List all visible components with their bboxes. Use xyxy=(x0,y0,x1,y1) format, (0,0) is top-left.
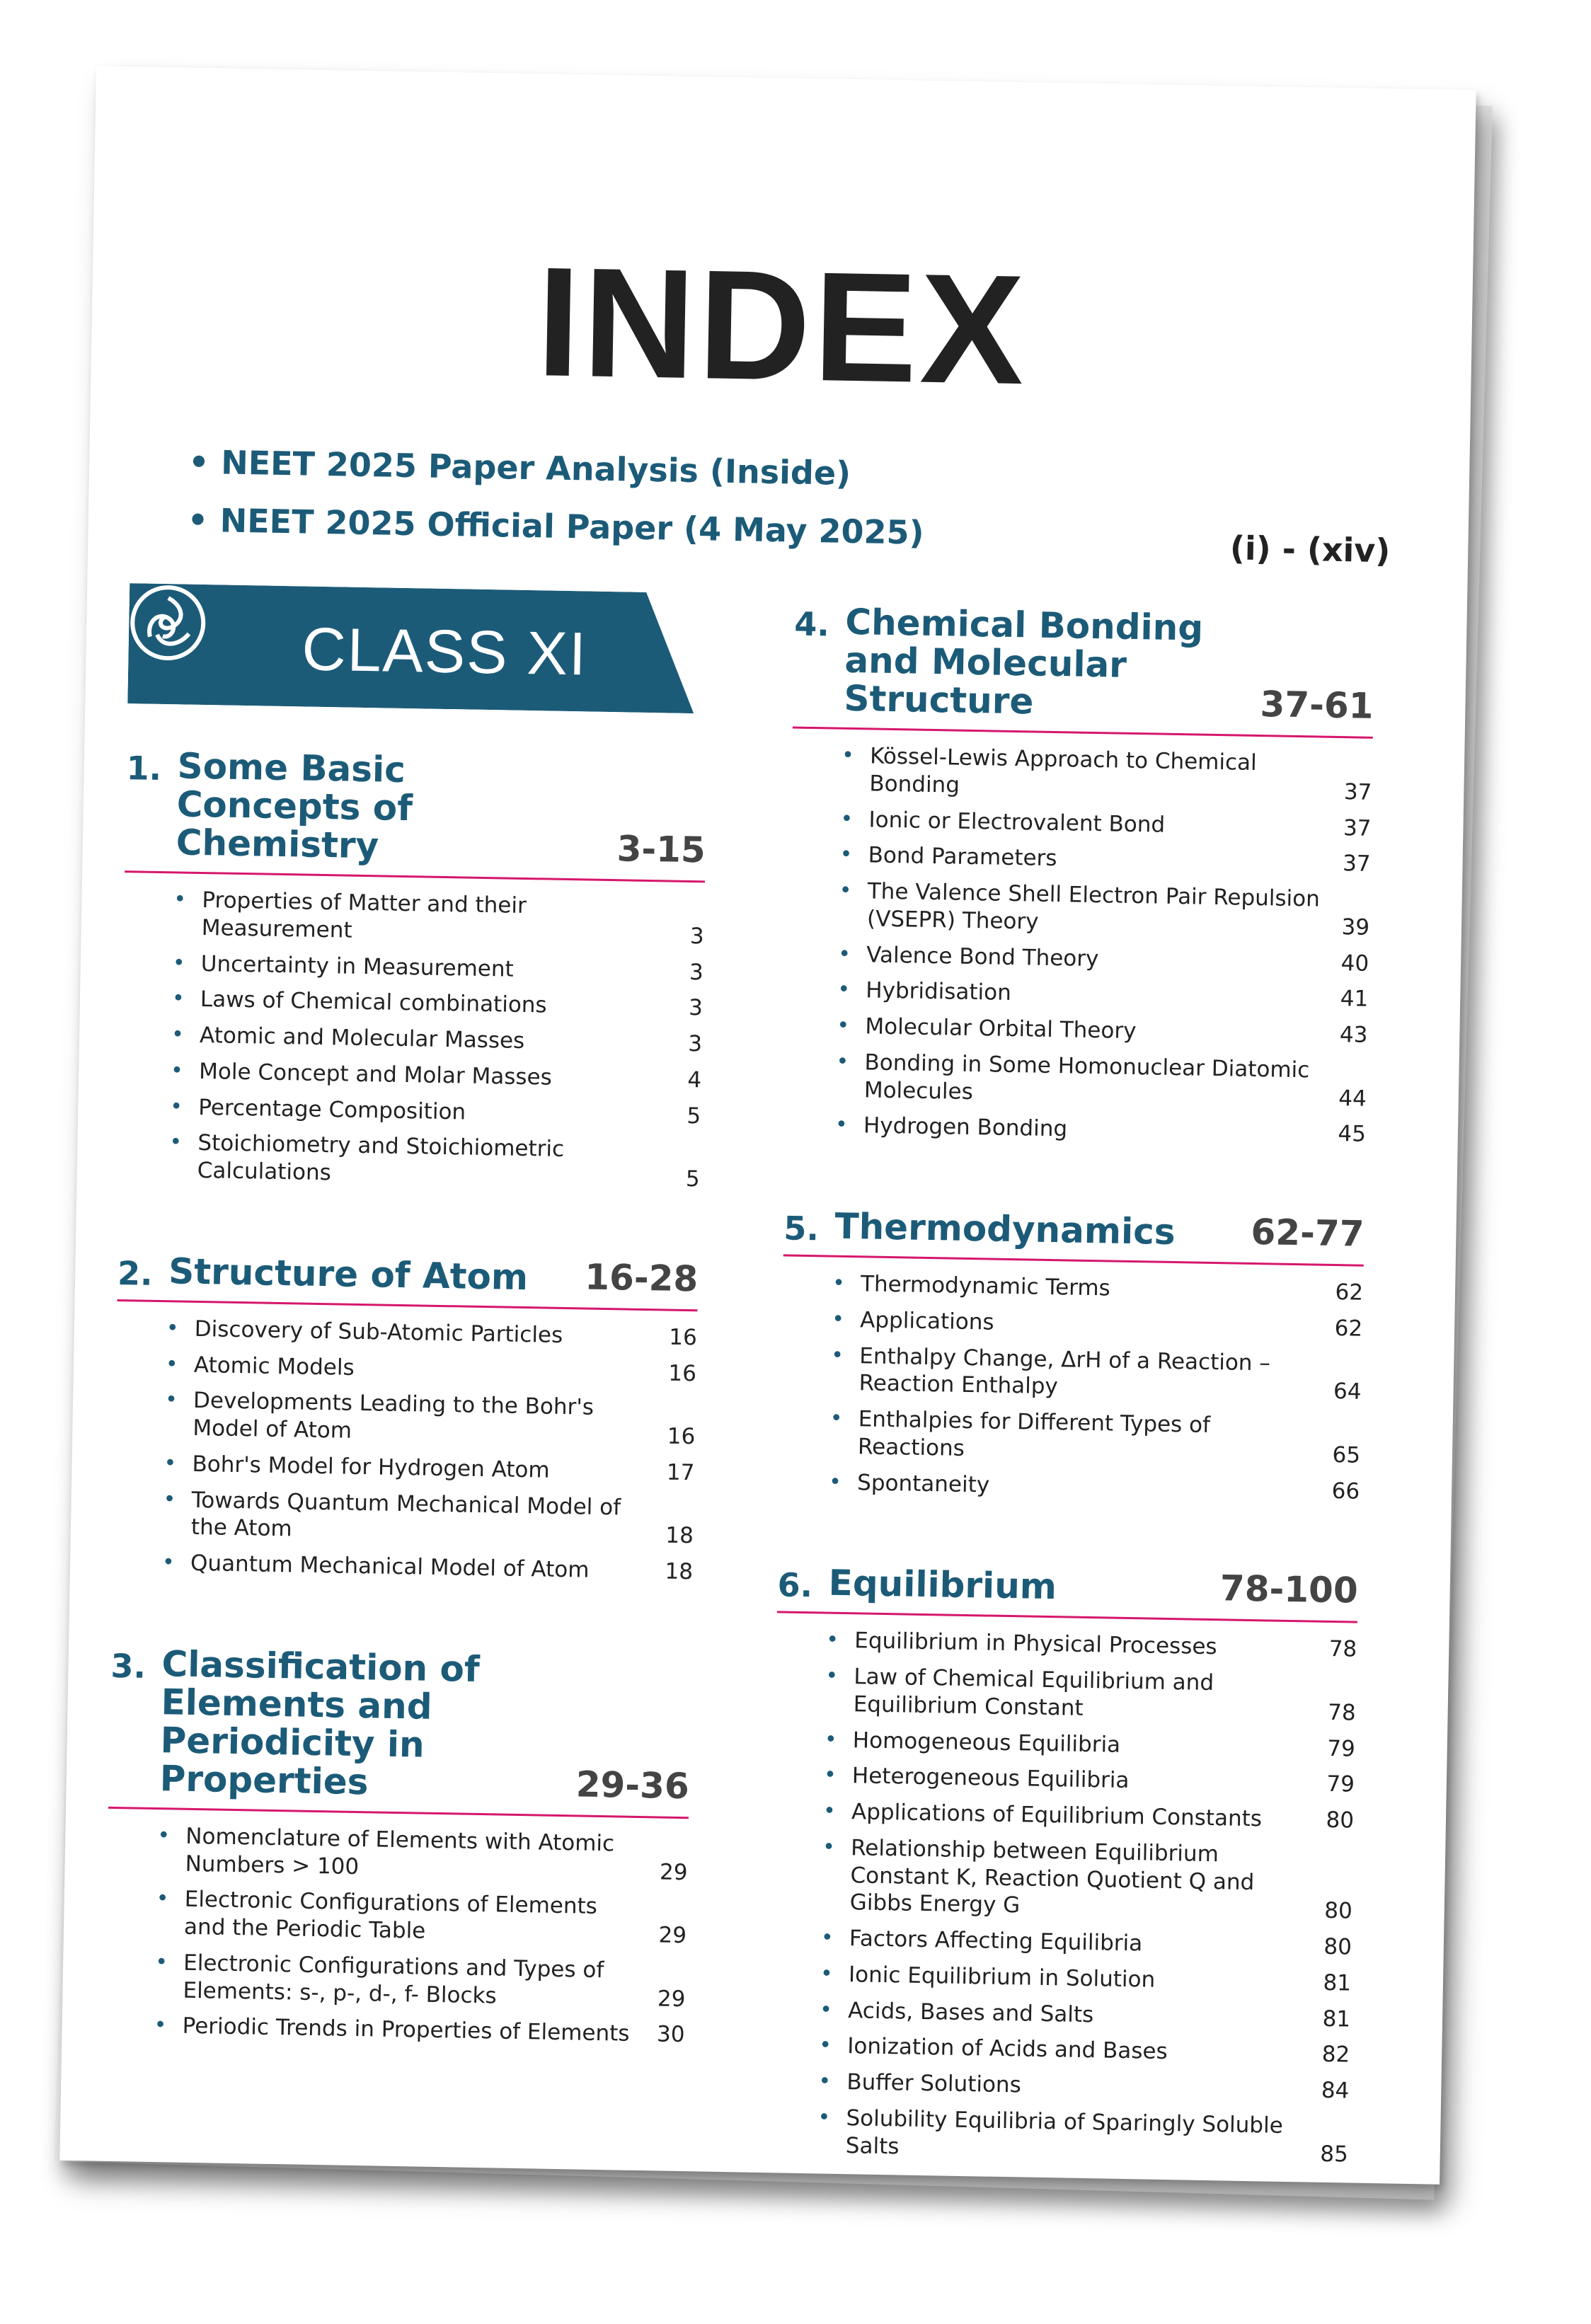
chapter-rule xyxy=(108,1807,689,1819)
topic-label: Percentage Composition xyxy=(198,1094,466,1125)
topic-label: Thermodynamic Terms xyxy=(860,1271,1111,1301)
chapter-number: 3. xyxy=(110,1646,147,1686)
right-column xyxy=(766,602,1375,2236)
topic-item xyxy=(163,1482,694,1555)
topic-label: Stoichiometry and Stoichiometric Calculations xyxy=(197,1130,565,1186)
topic-label: Heterogeneous Equilibria xyxy=(851,1763,1130,1794)
topic-label: Molecular Orbital Theory xyxy=(865,1013,1137,1045)
chapter-rule xyxy=(777,1611,1357,1623)
topic-item xyxy=(164,1382,696,1455)
chapter-heading xyxy=(793,602,1375,727)
topic-label: Electronic Configurations of Elements and the Periodic Table xyxy=(183,1887,598,1944)
topic-label: Atomic Models xyxy=(193,1352,355,1381)
topic-page: 3 xyxy=(687,1031,703,1057)
intro-item-official-paper: • NEET 2025 Official Paper (4 May 2025) xyxy=(187,501,1391,560)
topic-page: 39 xyxy=(1341,914,1370,940)
intro-item-paper-analysis: • NEET 2025 Paper Analysis (Inside) xyxy=(188,443,1392,502)
topic-page: 44 xyxy=(1338,1085,1367,1112)
topic-page: 45 xyxy=(1338,1121,1367,1147)
topic-label: Valence Bond Theory xyxy=(866,941,1099,972)
topic-page: 78 xyxy=(1327,1699,1356,1726)
topic-page: 65 xyxy=(1332,1442,1361,1468)
left-column xyxy=(103,746,707,2117)
topic-item xyxy=(821,1829,1353,1929)
topic-page: 3 xyxy=(688,995,703,1021)
topic-label: Enthalpies for Different Types of Reactions xyxy=(857,1406,1211,1461)
intro-page-range: (i) - (xiv) xyxy=(1229,529,1391,570)
intro-section xyxy=(187,443,1392,580)
chapter-heading xyxy=(108,1644,691,1807)
topic-label: Properties of Matter and their Measurement xyxy=(201,887,527,943)
chapter-number: 6. xyxy=(777,1565,813,1605)
topic-label: Developments Leading to the Bohr's Model of Atom xyxy=(193,1388,595,1444)
chapter-4 xyxy=(786,602,1375,1153)
topic-label: Electronic Configurations and Types of Elements: s-, p-, d-, f- Blocks xyxy=(183,1950,604,2008)
chapter-title: Classification of Elements and Periodicity in Properties xyxy=(159,1643,481,1803)
topic-item xyxy=(156,1881,687,1954)
topic-page: 37 xyxy=(1343,815,1372,841)
topic-item xyxy=(825,1659,1356,1732)
class-banner xyxy=(127,583,696,713)
topic-label: Ionic or Electrovalent Bond xyxy=(868,806,1166,838)
topic-label: Quantum Mechanical Model of Atom xyxy=(190,1550,590,1583)
chapter-rule xyxy=(793,727,1373,739)
chapter-rule xyxy=(783,1254,1364,1266)
topic-page: 37 xyxy=(1342,851,1371,878)
topic-item xyxy=(168,1125,700,1198)
topic-list xyxy=(767,1622,1357,2173)
topic-page: 16 xyxy=(668,1324,698,1351)
topic-page: 64 xyxy=(1333,1379,1362,1405)
chapter-heading xyxy=(783,1206,1365,1254)
topic-label: Bohr's Model for Hydrogen Atom xyxy=(192,1451,550,1483)
topic-label: Hybridisation xyxy=(866,977,1012,1006)
topic-label: Laws of Chemical combinations xyxy=(200,986,547,1018)
topic-page: 80 xyxy=(1323,1933,1352,1960)
chapter-heading xyxy=(125,746,707,870)
chapter-title: Chemical Bonding and Molecular Structure xyxy=(844,601,1204,723)
chapter-3 xyxy=(104,1644,691,2053)
topic-page: 17 xyxy=(666,1459,695,1486)
topic-page: 4 xyxy=(687,1066,702,1093)
topic-label: Relationship between Equilibrium Constant K, Reaction Quotient Q and Gibbs Energy G xyxy=(849,1834,1255,1919)
topic-item xyxy=(154,1945,686,2018)
topic-label: Nomenclature of Elements with Atomic Numbers > 100 xyxy=(185,1823,615,1880)
topic-item xyxy=(156,1818,688,1891)
index-page xyxy=(59,66,1476,2185)
topic-label: Discovery of Sub-Atomic Particles xyxy=(194,1316,563,1348)
topic-page: 41 xyxy=(1340,986,1369,1013)
topic-label: Factors Affecting Equilibria xyxy=(849,1926,1143,1957)
topic-list xyxy=(113,1310,698,1590)
topic-page: 78 xyxy=(1328,1636,1357,1662)
topic-label: Uncertainty in Measurement xyxy=(200,950,515,982)
topic-label: Atomic and Molecular Masses xyxy=(199,1022,525,1054)
topic-label: Hydrogen Bonding xyxy=(863,1112,1068,1142)
topic-page: 16 xyxy=(668,1360,697,1386)
topic-list xyxy=(786,737,1373,1153)
topic-page: 81 xyxy=(1322,2006,1351,2032)
topic-page: 62 xyxy=(1335,1279,1364,1306)
topic-item xyxy=(839,873,1370,946)
topic-page: 3 xyxy=(689,923,704,950)
chapter-page-range: 29-36 xyxy=(575,1764,690,1807)
topic-page: 30 xyxy=(656,2021,685,2048)
topic-label: Law of Chemical Equilibrium and Equilibrium Constant xyxy=(853,1664,1214,1721)
chapter-title: Thermodynamics xyxy=(834,1205,1176,1253)
topic-page: 40 xyxy=(1340,950,1369,977)
chapter-1 xyxy=(119,746,707,1197)
chapter-number: 5. xyxy=(783,1209,820,1248)
topic-label: Homogeneous Equilibria xyxy=(852,1727,1121,1758)
topic-label: Ionic Equilibrium in Solution xyxy=(848,1961,1156,1993)
chapter-2 xyxy=(113,1251,699,1590)
topic-page: 16 xyxy=(667,1423,696,1450)
topic-label: Acids, Bases and Salts xyxy=(847,1997,1094,2027)
topic-label: The Valence Shell Electron Pair Repulsion (VSEPR) Theory xyxy=(866,878,1321,935)
topic-page: 81 xyxy=(1323,1969,1352,1996)
topic-page: 18 xyxy=(665,1522,694,1549)
topic-label: Ionization of Acids and Bases xyxy=(846,2033,1168,2065)
topic-page: 80 xyxy=(1326,1807,1355,1834)
class-label: CLASS XI xyxy=(301,615,588,689)
chapter-title: Equilibrium xyxy=(828,1562,1057,1608)
chapter-page-range: 3-15 xyxy=(616,828,706,871)
page-title: INDEX xyxy=(535,234,1028,418)
topic-page: 84 xyxy=(1321,2077,1350,2104)
topic-page: 5 xyxy=(685,1166,700,1192)
topic-list xyxy=(104,1817,688,2054)
topic-page: 62 xyxy=(1334,1315,1363,1342)
chapter-5 xyxy=(779,1206,1365,1509)
chapter-number: 4. xyxy=(793,604,830,644)
chapter-page-range: 62-77 xyxy=(1251,1211,1365,1255)
topic-page: 79 xyxy=(1326,1771,1355,1797)
topic-page: 29 xyxy=(657,1985,686,2012)
atom-swirl-icon xyxy=(128,583,207,662)
chapter-page-range: 78-100 xyxy=(1219,1567,1359,1611)
topic-item xyxy=(835,1044,1367,1117)
chapter-number: 1. xyxy=(126,749,162,788)
topic-label: Bond Parameters xyxy=(868,842,1057,872)
topic-label: Solubility Equilibria of Sparingly Soluble Salts xyxy=(845,2105,1284,2159)
topic-item xyxy=(173,882,704,955)
topic-item xyxy=(830,1338,1362,1410)
topic-page: 37 xyxy=(1343,778,1372,805)
topic-item xyxy=(841,738,1372,811)
topic-item xyxy=(817,2100,1348,2173)
topic-page: 29 xyxy=(658,1922,687,1949)
topic-page: 43 xyxy=(1339,1022,1368,1048)
topic-page: 85 xyxy=(1319,2141,1349,2168)
chapter-page-range: 37-61 xyxy=(1260,684,1374,727)
topic-label: Spontaneity xyxy=(856,1469,990,1498)
topic-label: Equilibrium in Physical Processes xyxy=(854,1628,1217,1660)
topic-item xyxy=(829,1401,1361,1474)
topic-page: 18 xyxy=(665,1558,694,1585)
chapter-title: Some Basic Concepts of Chemistry xyxy=(176,745,413,867)
chapter-6 xyxy=(767,1563,1358,2173)
topic-page: 5 xyxy=(687,1103,701,1129)
topic-label: Applications xyxy=(859,1307,994,1335)
chapter-page-range: 16-28 xyxy=(584,1256,699,1300)
topic-page: 82 xyxy=(1321,2042,1350,2068)
topic-label: Towards Quantum Mechanical Model of the Atom xyxy=(190,1487,621,1542)
topic-page: 79 xyxy=(1326,1735,1356,1762)
topic-page: 66 xyxy=(1331,1478,1360,1505)
chapter-rule xyxy=(117,1299,698,1311)
chapter-title: Structure of Atom xyxy=(168,1250,529,1298)
topic-page: 29 xyxy=(659,1858,688,1885)
topic-page: 80 xyxy=(1323,1898,1353,1924)
topic-label: Enthalpy Change, ΔrH of a Reaction – Reaction Enthalpy xyxy=(858,1342,1271,1400)
chapter-heading xyxy=(117,1251,699,1299)
chapter-heading xyxy=(777,1563,1358,1611)
topic-label: Applications of Equilibrium Constants xyxy=(851,1799,1263,1832)
topic-label: Mole Concept and Molar Masses xyxy=(198,1058,553,1091)
topic-list xyxy=(779,1265,1364,1509)
topic-label: Buffer Solutions xyxy=(846,2069,1022,2098)
topic-list xyxy=(119,881,704,1197)
topic-label: Kössel-Lewis Approach to Chemical Bonding xyxy=(869,743,1257,798)
topic-label: Bonding in Some Homonuclear Diatomic Molecules xyxy=(863,1049,1310,1105)
chapter-rule xyxy=(125,870,705,882)
topic-label: Periodic Trends in Properties of Elements xyxy=(182,2013,630,2047)
chapter-number: 2. xyxy=(117,1253,154,1293)
topic-page: 3 xyxy=(689,959,704,985)
